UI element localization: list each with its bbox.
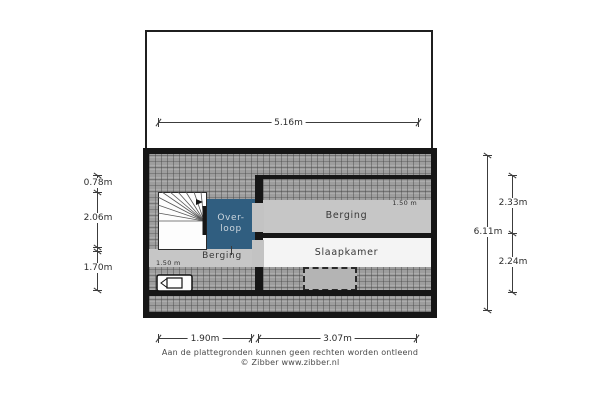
dimension-right-segments bbox=[498, 175, 528, 292]
label-berging-left: Berging bbox=[202, 251, 242, 261]
dim-label-right-total: 6.11m bbox=[471, 227, 506, 237]
label-slaapkamer: Slaapkamer bbox=[314, 247, 379, 258]
dimension-bottom-right bbox=[258, 334, 417, 344]
disclaimer-text: Aan de plattegronden kunnen geen rechten worden ontleend bbox=[161, 348, 419, 357]
overloop-label-line1: Over- bbox=[217, 213, 245, 223]
dim-label-top: 5.16m bbox=[271, 118, 306, 128]
dim-label-bottom-right: 3.07m bbox=[320, 334, 355, 344]
dim-label-right-top: 2.33m bbox=[496, 198, 531, 208]
outer-walls bbox=[143, 148, 437, 318]
dim-label-left-bottom: 1.70m bbox=[81, 263, 116, 273]
dimension-bottom-left bbox=[158, 334, 252, 344]
dimension-top-width bbox=[158, 118, 419, 128]
label-berging-right: Berging bbox=[325, 210, 368, 221]
dim-label-left-mid: 2.06m bbox=[81, 213, 116, 223]
overloop-label-line2: loop bbox=[220, 224, 242, 234]
dim-label-bottom-left: 1.90m bbox=[188, 334, 223, 344]
headroom-label-left: 1.50 m bbox=[156, 259, 181, 267]
dim-label-right-bottom: 2.24m bbox=[496, 257, 531, 267]
dimension-left bbox=[83, 175, 113, 290]
footer-disclaimer bbox=[143, 348, 437, 368]
roof-outline bbox=[145, 30, 433, 148]
dim-label-left-top: 0.78m bbox=[81, 178, 116, 188]
copyright-text: © Zibber www.zibber.nl bbox=[240, 358, 340, 367]
headroom-label-right: 1.50 m bbox=[392, 199, 417, 207]
dimension-right-total bbox=[473, 155, 503, 310]
